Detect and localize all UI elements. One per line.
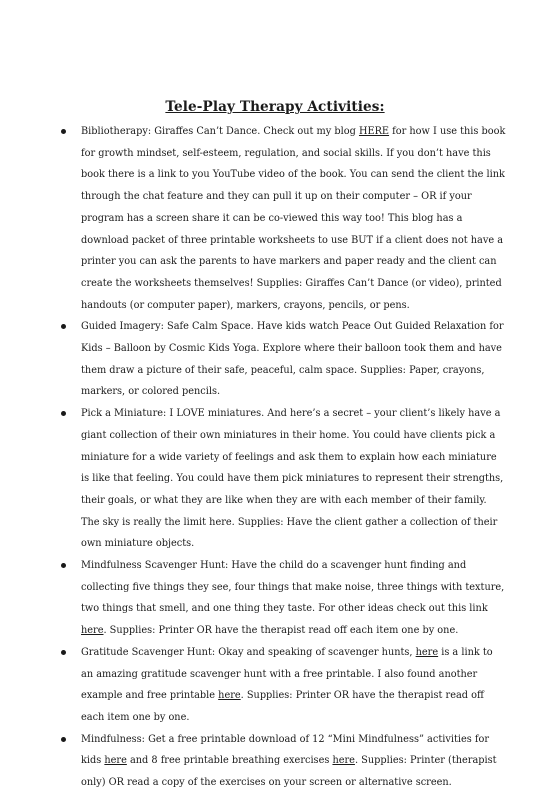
item-text: for how I use this book for growth mindset, self-esteem, regulation, and social skills. If you don’t have this book there is a link to you YouTube video of the book. You can send the client the link through the chat feature and they can pull it up on their computer – OR if your program has a screen share it can be co-viewed this way too! This blog has a download packet of three printable worksheets to use BUT if a client does not have a printer you can ask the parents to have markers and paper ready and the client can create the worksheets themselves! Supplies: Giraffes Can’t Dance (or video), printed handouts (or computer paper), markers, crayons, pencils, or pens. bbox=[81, 126, 506, 311]
bullet-icon bbox=[61, 129, 66, 134]
item-text: Mindfulness Scavenger Hunt: Have the child do a scavenger hunt finding and collecting five things they see, four things that make noise, three things with texture, two things that smell, and one thing they taste. For other ideas check out this link bbox=[81, 560, 505, 615]
blog-link[interactable]: HERE bbox=[358, 126, 390, 137]
document-title: Tele-Play Therapy Activities: bbox=[165, 99, 385, 115]
breathing-exercises-link[interactable]: here bbox=[332, 755, 355, 767]
list-item-guided-imagery bbox=[0, 316, 550, 403]
bullet-icon bbox=[61, 737, 66, 742]
list-item-mindfulness-scavenger-hunt bbox=[0, 555, 550, 642]
list-item-mindfulness bbox=[0, 729, 550, 794]
bullet-icon bbox=[61, 324, 66, 329]
item-text: . Supplies: Printer (therapist only) OR read a copy of the exercises on your screen or alternative screen. bbox=[81, 755, 497, 789]
bullet-icon bbox=[61, 650, 66, 655]
item-text: Bibliotherapy: Giraffes Can’t Dance. Check out my blog bbox=[81, 126, 359, 137]
activity-list bbox=[0, 121, 550, 794]
item-text: . Supplies: Printer OR have the therapist read off each item one by one. bbox=[81, 690, 484, 723]
mini-mindfulness-link[interactable]: here bbox=[104, 755, 127, 767]
gratitude-hunt-link[interactable]: here bbox=[415, 646, 439, 658]
item-text: . Supplies: Printer OR have the therapist read off each item one by one. bbox=[103, 625, 459, 637]
list-item-pick-a-miniature bbox=[0, 403, 550, 555]
list-item-gratitude-scavenger-hunt bbox=[0, 642, 550, 729]
item-text: Pick a Miniature: I LOVE miniatures. And here’s a secret – your client’s likely have a giant collection of their own miniatures in their home. You could have clients pick a miniature for a wide variety of feelings and ask them to explain how each miniature is like that feeling. You could have them pick miniatures to represent their strengths, their goals, or what they are like when they are with each member of their family. The sky is really the limit here. Supplies: Have the client gather a collection of their own miniature objects. bbox=[81, 408, 504, 550]
item-text: Guided Imagery: Safe Calm Space. Have kids watch Peace Out Guided Relaxation for Kids – Balloon by Cosmic Kids Yoga. Explore where their balloon took them and have them draw a picture of their safe, peaceful, calm space. Supplies: Paper, crayons, markers, or colored pencils. bbox=[81, 321, 504, 398]
item-text: and 8 free printable breathing exercises bbox=[126, 755, 333, 767]
item-text: Mindfulness: Get a free printable download of 12 “Mini Mindfulness” activities for kids bbox=[81, 733, 490, 767]
item-text: is a link to an amazing gratitude scavenger hunt with a free printable. I also found another example and free printable bbox=[81, 646, 493, 702]
list-item-bibliotherapy bbox=[0, 121, 550, 316]
item-text: Gratitude Scavenger Hunt: Okay and speaking of scavenger hunts, bbox=[81, 646, 416, 658]
free-printable-link[interactable]: here bbox=[218, 690, 241, 702]
bullet-icon bbox=[61, 411, 66, 416]
ideas-link[interactable]: here bbox=[81, 625, 104, 637]
bullet-icon bbox=[61, 563, 66, 568]
